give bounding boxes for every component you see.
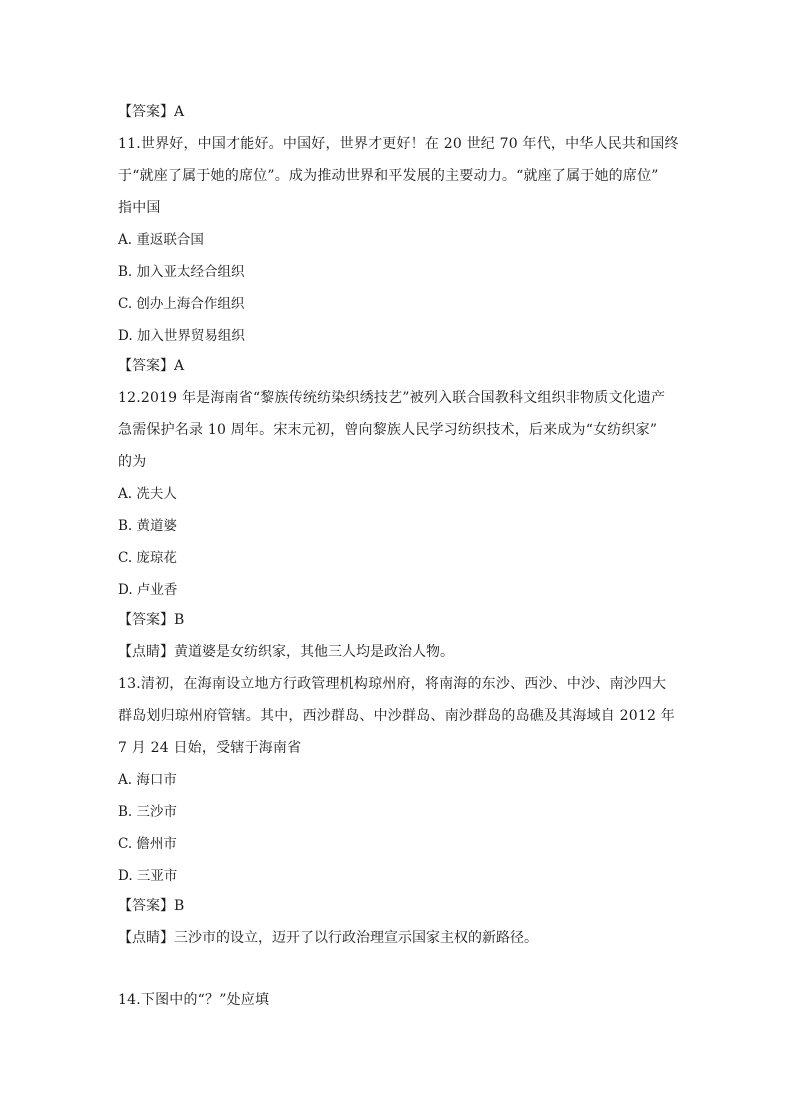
question-12-option-a: A. 冼夫人 [118,486,177,502]
answer-q10: 【答案】A [118,104,185,120]
question-13-option-b: B. 三沙市 [118,804,178,820]
question-11-stem-line-2: 于“就座了属于她的席位”。成为推动世界和平发展的主要动力。“就座了属于她的席位” [118,168,659,184]
question-12-option-b: B. 黄道婆 [118,518,178,534]
question-12-option-d: D. 卢业香 [118,582,178,598]
question-14-stem-line-1: 14.下图中的“？”处应填 [118,992,270,1008]
question-12-stem-line-1: 12.2019 年是海南省“黎族传统纺染织绣技艺”被列入联合国教科文组织非物质文化遗产 [118,390,666,406]
question-13-option-d: D. 三亚市 [118,868,178,884]
question-13-option-a: A. 海口市 [118,772,177,788]
question-11-option-d: D. 加入世界贸易组织 [118,328,245,344]
answer-q11: 【答案】A [118,358,185,374]
question-11-option-c: C. 创办上海合作组织 [118,296,245,312]
question-12-stem-line-3: 的为 [118,454,147,470]
comment-q12: 【点睛】黄道婆是女纺织家，其他三人均是政治人物。 [118,644,454,660]
question-11-stem-line-3: 指中国 [118,200,161,216]
question-13-option-c: C. 儋州市 [118,836,177,852]
answer-q13: 【答案】B [118,898,185,914]
question-11-option-a: A. 重返联合国 [118,232,204,248]
question-12-stem-line-2: 急需保护名录 10 周年。宋末元初，曾向黎族人民学习纺织技术，后来成为“女纺织家” [118,422,658,438]
question-11-stem-line-1: 11.世界好，中国才能好。中国好，世界才更好！在 20 世纪 70 年代，中华人民共和国终 [118,136,679,152]
question-13-stem-line-2: 群岛划归琼州府管辖。其中，西沙群岛、中沙群岛、南沙群岛的岛礁及其海域自 2012 年 [118,708,675,724]
question-12-option-c: C. 庞琼花 [118,550,177,566]
answer-q12: 【答案】B [118,612,185,628]
question-13-stem-line-1: 13.清初，在海南设立地方行政管理机构琼州府，将南海的东沙、西沙、中沙、南沙四大 [118,676,667,692]
question-11-option-b: B. 加入亚太经合组织 [118,264,245,280]
comment-q13: 【点睛】三沙市的设立，迈开了以行政治理宣示国家主权的新路径。 [118,930,538,946]
question-13-stem-line-3: 7 月 24 日始，受辖于海南省 [118,740,302,756]
